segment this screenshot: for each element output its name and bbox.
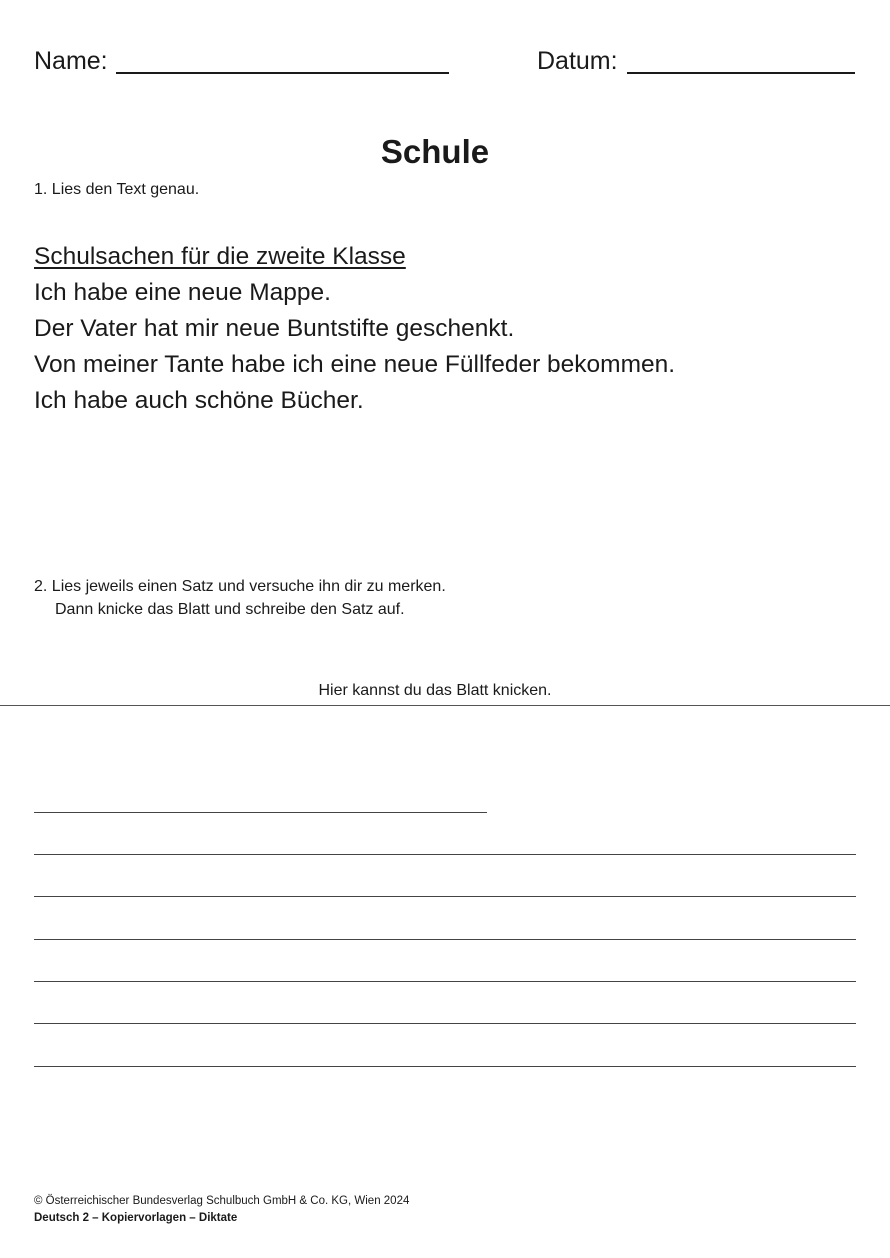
story-line: Der Vater hat mir neue Buntstifte geschenkt. bbox=[34, 315, 515, 342]
story-block bbox=[34, 239, 675, 419]
story-line: Ich habe eine neue Mappe. bbox=[34, 279, 331, 306]
task-2-instruction-continued: Dann knicke das Blatt und schreibe den Satz auf. bbox=[55, 601, 405, 618]
page-title: Schule bbox=[380, 133, 490, 170]
story-line: Von meiner Tante habe ich eine neue Füllfeder bekommen. bbox=[34, 351, 676, 378]
writing-line[interactable] bbox=[34, 1066, 856, 1067]
footer-series: Deutsch 2 – Kopiervorlagen – Diktate bbox=[34, 1212, 238, 1224]
task-2-instruction: 2. Lies jeweils einen Satz und versuche ihn dir zu merken. bbox=[34, 578, 446, 595]
writing-line[interactable] bbox=[34, 1023, 856, 1024]
story-heading: Schulsachen für die zweite Klasse bbox=[34, 243, 406, 270]
task-1-instruction: 1. Lies den Text genau. bbox=[34, 181, 200, 198]
story-line: Ich habe auch schöne Bücher. bbox=[34, 387, 364, 414]
fold-line bbox=[0, 705, 890, 706]
fold-hint: Hier kannst du das Blatt knicken. bbox=[318, 682, 552, 699]
writing-line[interactable] bbox=[34, 812, 487, 813]
writing-line[interactable] bbox=[34, 854, 856, 855]
name-field[interactable] bbox=[116, 72, 449, 74]
date-field[interactable] bbox=[627, 72, 855, 74]
date-label: Datum: bbox=[537, 47, 618, 75]
writing-line[interactable] bbox=[34, 939, 856, 940]
writing-line[interactable] bbox=[34, 896, 856, 897]
name-label: Name: bbox=[34, 47, 108, 75]
footer-copyright: © Österreichischer Bundesverlag Schulbuch GmbH & Co. KG, Wien 2024 bbox=[34, 1195, 410, 1207]
writing-line[interactable] bbox=[34, 981, 856, 982]
